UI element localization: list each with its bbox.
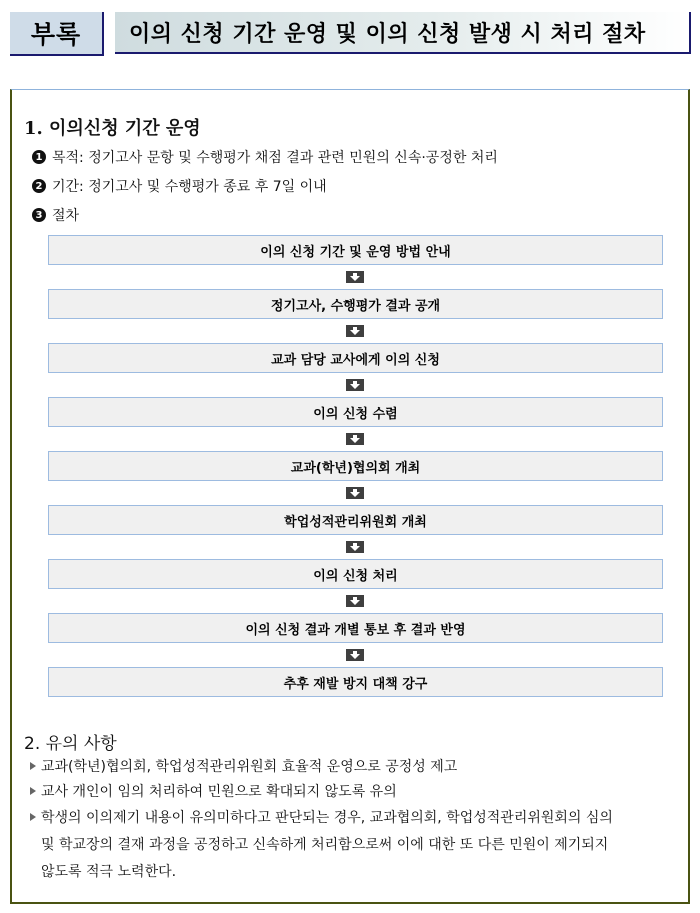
flow-step-2: 정기고사, 수행평가 결과 공개 bbox=[48, 289, 663, 319]
item-period bbox=[32, 176, 327, 196]
flow-step-8: 이의 신청 결과 개별 통보 후 결과 반영 bbox=[48, 613, 663, 643]
note-text: 교과(학년)협의회, 학업성적관리위원회 효율적 운영으로 공정성 제고 bbox=[41, 759, 458, 775]
item-text: 절차 bbox=[52, 208, 80, 224]
number-1-icon: 1 bbox=[32, 150, 46, 164]
triangle-bullet-icon bbox=[30, 787, 36, 795]
appendix-tag: 부록 bbox=[10, 12, 104, 56]
item-text: 기간: 정기고사 및 수행평가 종료 후 7일 이내 bbox=[52, 179, 327, 195]
page-title: 이의 신청 기간 운영 및 이의 신청 발생 시 처리 절차 bbox=[115, 12, 691, 54]
flow-step-6: 학업성적관리위원회 개최 bbox=[48, 505, 663, 535]
down-arrow-icon bbox=[346, 433, 364, 445]
triangle-bullet-icon bbox=[30, 762, 36, 770]
note-item-1 bbox=[30, 755, 680, 779]
down-arrow-icon bbox=[346, 379, 364, 391]
note-item-3 bbox=[30, 805, 680, 886]
section1-title: 1. 이의신청 기간 운영 bbox=[24, 118, 201, 139]
triangle-bullet-icon bbox=[30, 813, 36, 821]
down-arrow-icon bbox=[346, 649, 364, 661]
number-2-icon: 2 bbox=[32, 179, 46, 193]
section2-title: 2. 유의 사항 bbox=[24, 734, 117, 754]
down-arrow-icon bbox=[346, 595, 364, 607]
note-text: 학생의 이의제기 내용이 유의미하다고 판단되는 경우, 교과협의회, 학업성적관리위원회의 심의 bbox=[41, 810, 613, 826]
flow-step-7: 이의 신청 처리 bbox=[48, 559, 663, 589]
item-purpose bbox=[32, 147, 498, 167]
note-text: 교사 개인이 임의 처리하여 민원으로 확대되지 않도록 유의 bbox=[41, 784, 397, 800]
note-text-continued: 않도록 적극 노력한다. bbox=[41, 864, 177, 880]
flow-step-3: 교과 담당 교사에게 이의 신청 bbox=[48, 343, 663, 373]
note-item-2 bbox=[30, 780, 680, 804]
number-3-icon: 3 bbox=[32, 208, 46, 222]
item-procedure bbox=[32, 205, 79, 225]
down-arrow-icon bbox=[346, 271, 364, 283]
item-text: 목적: 정기고사 문항 및 수행평가 채점 결과 관련 민원의 신속·공정한 처리 bbox=[52, 150, 498, 166]
down-arrow-icon bbox=[346, 541, 364, 553]
down-arrow-icon bbox=[346, 325, 364, 337]
down-arrow-icon bbox=[346, 487, 364, 499]
flow-step-1: 이의 신청 기간 및 운영 방법 안내 bbox=[48, 235, 663, 265]
flow-step-9: 추후 재발 방지 대책 강구 bbox=[48, 667, 663, 697]
note-text-continued: 및 학교장의 결재 과정을 공정하고 신속하게 처리함으로써 이에 대한 또 다른 민원이 제기되지 bbox=[41, 837, 609, 853]
flow-step-4: 이의 신청 수렴 bbox=[48, 397, 663, 427]
flow-step-5: 교과(학년)협의회 개최 bbox=[48, 451, 663, 481]
